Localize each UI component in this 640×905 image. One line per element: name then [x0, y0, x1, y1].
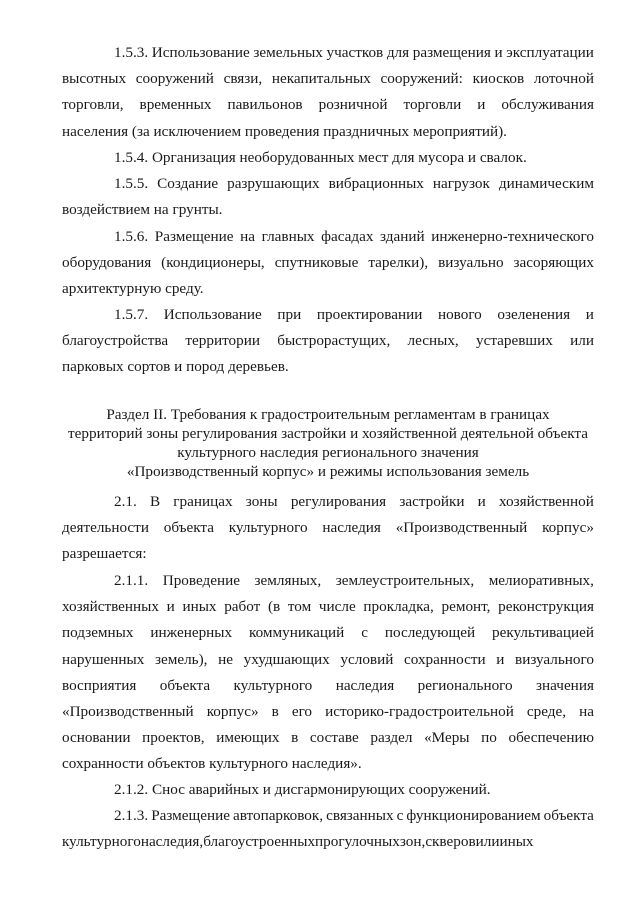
text-word: временных: [139, 96, 212, 114]
text-word: историко-градостроительной: [325, 703, 514, 721]
text-word: земляных,: [254, 572, 322, 589]
text-word: зон,: [399, 833, 426, 851]
text-word: регулирования: [290, 493, 387, 510]
text-word: парковых сортов и пород деревьев.: [62, 358, 289, 376]
paragraph-1-5-7: [62, 302, 594, 381]
text-line: [62, 568, 594, 594]
text-word: в: [291, 729, 299, 747]
text-word: обслуживания: [501, 96, 594, 114]
text-word: автопарковок,: [233, 807, 324, 824]
text-word: динамическим: [498, 175, 594, 192]
paragraph-1-5-5: [62, 171, 594, 223]
section-heading-line: территорий зоны регулирования застройки и хозяйственной деятельной объекта: [68, 425, 588, 442]
text-word: наследия: [335, 676, 395, 694]
paragraph-1-5-3: [62, 40, 594, 145]
text-word: или: [475, 833, 500, 851]
paragraph-1-5-4: [62, 145, 594, 171]
text-line: [62, 145, 594, 171]
text-word: 1.5.4. Организация необорудованных мест для мусора и свалок.: [114, 149, 527, 166]
text-line: [62, 725, 594, 751]
text-word: торговли: [403, 96, 462, 114]
text-word: (кондиционеры,: [161, 254, 265, 272]
text-word: мелиоративных,: [488, 572, 594, 589]
text-word: засоряющих: [513, 254, 594, 272]
text-word: работ: [224, 598, 261, 616]
text-word: на: [579, 703, 594, 721]
text-word: быстрорастущих,: [277, 332, 391, 350]
text-word: или: [570, 332, 594, 350]
text-line: [62, 515, 594, 541]
text-word: связанных: [326, 807, 394, 824]
text-word: по: [481, 729, 497, 747]
text-word: обеспечению: [508, 729, 594, 747]
text-word: его: [291, 703, 313, 721]
text-word: хозяйственных: [62, 598, 159, 616]
text-word: землеустроительных,: [335, 572, 475, 589]
text-word: раздел: [370, 729, 413, 747]
text-line: [62, 197, 594, 223]
text-word: 2.1.1.: [114, 572, 149, 589]
text-word: 2.1.3.: [114, 807, 149, 824]
text-word: и: [166, 598, 175, 616]
text-word: и: [477, 493, 486, 510]
text-word: хозяйственной: [499, 493, 594, 510]
text-word: наследия: [322, 519, 381, 537]
text-word: при: [277, 306, 302, 323]
text-word: числе: [318, 598, 356, 616]
text-word: территории: [185, 332, 260, 350]
text-word: устаревших: [476, 332, 553, 350]
text-word: Проведение: [162, 572, 240, 589]
text-word: (в: [267, 598, 281, 616]
section-heading-line: культурного наследия регионального значения: [177, 444, 479, 461]
text-word: функционированием: [406, 807, 541, 824]
text-line: [62, 250, 594, 276]
text-word: связи,: [223, 70, 263, 88]
text-line: [62, 40, 594, 66]
paragraph-2-1-3: [62, 803, 594, 855]
text-word: размещения: [412, 44, 491, 61]
text-line: [62, 92, 594, 118]
text-word: главных: [261, 228, 315, 245]
text-word: благоустройства: [62, 332, 169, 350]
text-word: озеленения: [497, 306, 571, 323]
section-heading: [62, 405, 594, 481]
text-word: и: [494, 44, 503, 61]
text-word: тарелки),: [368, 254, 429, 272]
text-word: коммуникаций: [249, 624, 345, 642]
text-word: объекта: [159, 676, 211, 694]
text-line: [62, 829, 594, 855]
text-line: [62, 328, 594, 354]
text-word: «Производственный: [62, 703, 194, 721]
text-word: визуально: [438, 254, 504, 272]
text-word: иных: [499, 833, 534, 851]
text-word: розничной: [318, 96, 388, 114]
text-word: составе: [309, 729, 359, 747]
text-line: [62, 594, 594, 620]
text-word: зданий: [380, 228, 425, 245]
text-word: сооружений: [135, 70, 214, 88]
text-word: нового: [437, 306, 482, 323]
text-word: инженерных: [150, 624, 233, 642]
paragraph-1-5-6: [62, 224, 594, 303]
text-word: среде,: [526, 703, 567, 721]
text-word: В: [149, 493, 161, 510]
text-word: лесных,: [407, 332, 459, 350]
text-word: и: [477, 96, 486, 114]
text-word: и: [585, 306, 594, 323]
text-word: киосков: [472, 70, 525, 88]
text-word: проектировании: [316, 306, 423, 323]
text-word: некапитальных: [271, 70, 371, 88]
text-line: [62, 647, 594, 673]
text-word: павильонов: [227, 96, 303, 114]
text-word: последующей: [384, 624, 476, 642]
text-word: прокладка,: [363, 598, 434, 616]
text-line: [62, 777, 594, 803]
text-word: Использование: [163, 306, 262, 323]
paragraph-2-1-1: [62, 568, 594, 778]
text-word: Размещение: [154, 228, 234, 245]
text-word: ухудшающих: [243, 650, 330, 668]
text-word: «Меры: [424, 729, 470, 747]
text-word: лоточной: [533, 70, 594, 88]
text-word: Создание: [157, 175, 219, 192]
text-word: «Производственный: [395, 519, 528, 537]
text-word: 1.5.7.: [114, 306, 149, 323]
text-word: 1.5.5.: [114, 175, 149, 192]
text-word: рекультивацией: [492, 624, 594, 642]
text-word: проектов,: [142, 729, 205, 747]
text-word: регионального: [417, 676, 513, 694]
text-word: скверов: [425, 833, 476, 851]
text-word: с: [361, 624, 368, 642]
text-word: в: [271, 703, 279, 721]
text-word: населения (за исключением проведения праздничных мероприятий).: [62, 122, 507, 140]
text-word: прогулочных: [315, 833, 400, 851]
text-word: благоустроенных: [203, 833, 316, 851]
section-heading-line: Раздел II. Требования к градостроительным регламентам в границах: [106, 406, 550, 423]
text-word: сооружений:: [380, 70, 463, 88]
text-word: 2.1.2. Снос аварийных и дисгармонирующих сооружений.: [114, 781, 491, 798]
text-word: не: [218, 650, 233, 668]
text-word: культурного: [62, 833, 141, 851]
text-line: [62, 354, 594, 380]
text-line: [62, 673, 594, 699]
text-word: 1.5.3.: [114, 44, 149, 61]
text-line: [62, 751, 594, 777]
paragraph-2-1: [62, 489, 594, 568]
text-word: том: [287, 598, 312, 616]
text-word: нагрузок: [432, 175, 490, 192]
text-word: торговли,: [62, 96, 124, 114]
text-line: [62, 66, 594, 92]
text-word: наследия,: [140, 833, 204, 851]
text-word: зоны: [245, 493, 278, 510]
text-word: фасадах: [321, 228, 374, 245]
text-word: оборудования: [62, 254, 152, 272]
text-line: [62, 620, 594, 646]
text-word: культурного: [228, 519, 308, 537]
text-word: инженерно-технического: [431, 228, 594, 245]
text-word: воздействием на грунты.: [62, 201, 223, 219]
text-word: объекта: [163, 519, 214, 537]
text-line: [62, 224, 594, 250]
text-line: [62, 541, 594, 567]
text-line: [62, 489, 594, 515]
text-word: на: [240, 228, 256, 245]
text-line: [62, 276, 594, 302]
text-word: вибрационных: [328, 175, 424, 192]
text-word: эксплуатации: [506, 44, 594, 61]
text-word: восприятия: [62, 676, 137, 694]
text-word: условий: [340, 650, 394, 668]
text-word: ремонт,: [441, 598, 491, 616]
paragraph-2-1-2: [62, 777, 594, 803]
text-word: участков: [326, 44, 384, 61]
text-word: реконструкция: [498, 598, 594, 616]
text-word: разрешается:: [62, 545, 147, 563]
text-word: объекта: [543, 807, 594, 824]
text-word: значения: [536, 676, 594, 694]
text-word: сохранности объектов культурного наследия».: [62, 755, 362, 773]
text-word: сохранности: [404, 650, 486, 668]
text-line: [62, 119, 594, 145]
text-word: основании: [62, 729, 131, 747]
text-word: с: [396, 807, 404, 824]
text-line: [62, 302, 594, 328]
text-word: архитектурную среду.: [62, 280, 204, 298]
text-word: земель),: [155, 650, 208, 668]
text-word: границах: [173, 493, 233, 510]
text-word: Размещение: [151, 807, 230, 824]
text-line: [62, 699, 594, 725]
text-word: культурного: [233, 676, 313, 694]
text-word: корпус»: [206, 703, 259, 721]
text-line: [62, 171, 594, 197]
text-word: для: [386, 44, 410, 61]
text-word: подземных: [62, 624, 134, 642]
text-word: разрушающих: [227, 175, 320, 192]
text-word: иных: [182, 598, 217, 616]
text-word: корпус»: [542, 519, 594, 537]
text-word: застройки: [399, 493, 465, 510]
text-word: 1.5.6.: [114, 228, 149, 245]
text-word: 2.1.: [114, 493, 137, 510]
text-word: нарушенных: [62, 650, 145, 668]
section-heading-line: «Производственный корпус» и режимы использования земель: [126, 463, 530, 480]
text-word: земельных: [253, 44, 323, 61]
text-word: Использование: [151, 44, 250, 61]
text-word: спутниковые: [274, 254, 359, 272]
text-word: высотных: [62, 70, 127, 88]
text-word: и: [496, 650, 505, 668]
text-word: деятельности: [62, 519, 149, 537]
text-word: имеющих: [216, 729, 280, 747]
text-word: визуального: [515, 650, 594, 668]
text-line: [62, 803, 594, 829]
